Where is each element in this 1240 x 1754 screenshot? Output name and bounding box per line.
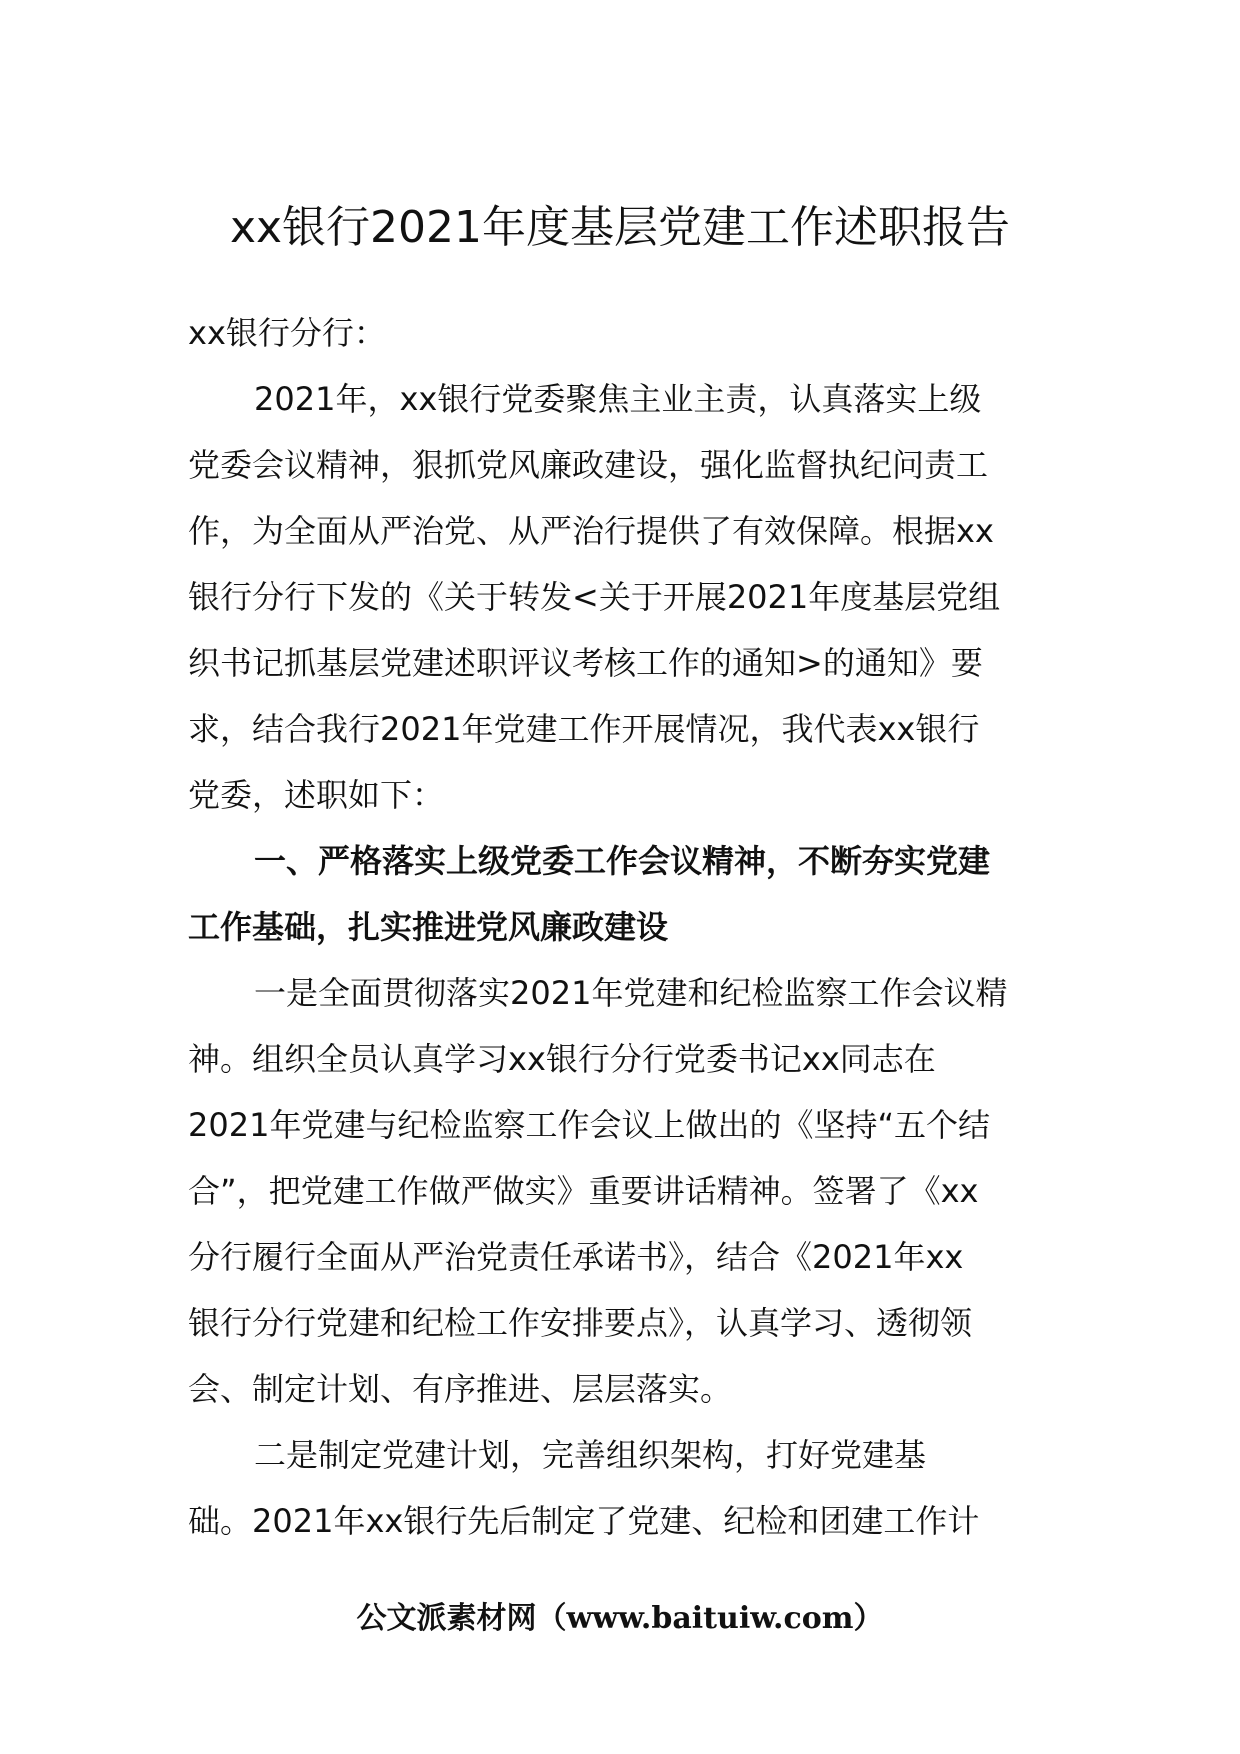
paragraph-line: 求，结合我行2021年党建工作开展情况，我代表xx银行: [188, 710, 980, 748]
paragraph-line: 一是全面贯彻落实2021年党建和纪检监察工作会议精: [254, 974, 1008, 1012]
document-body: [188, 300, 1058, 1554]
paragraph-line: 二是制定党建计划，完善组织架构，打好党建基: [254, 1436, 927, 1474]
paragraph-line: 银行分行党建和纪检工作安排要点》，认真学习、透彻领: [188, 1304, 973, 1342]
paragraph-line: 2021年，xx银行党委聚焦主业主责，认真落实上级: [254, 380, 982, 418]
paragraph-line: 织书记抓基层党建述职评议考核工作的通知>的通知》要: [188, 644, 983, 682]
paragraph-line: 会、制定计划、有序推进、层层落实。: [188, 1370, 733, 1408]
paragraph-line: 党委，述职如下：: [188, 776, 445, 814]
salutation: xx银行分行：: [188, 314, 386, 352]
footer-watermark-text: 公文派素材网（www.baituiw.com）: [356, 1601, 884, 1636]
paragraph-line: 作，为全面从严治党、从严治行提供了有效保障。根据xx: [188, 512, 994, 550]
paragraph-line: 2021年党建与纪检监察工作会议上做出的《坚持“五个结: [188, 1106, 991, 1144]
paragraph-line: 合”，把党建工作做严做实》重要讲话精神。签署了《xx: [188, 1172, 979, 1210]
paragraph-line: 神。组织全员认真学习xx银行分行党委书记xx同志在: [188, 1040, 936, 1078]
document-title: xx银行2021年度基层党建工作述职报告: [229, 202, 1011, 253]
paragraph-line: 础。2021年xx银行先后制定了党建、纪检和团建工作计: [188, 1502, 980, 1540]
section-heading-line: 工作基础，扎实推进党风廉政建设: [188, 908, 669, 946]
paragraph-line: 党委会议精神，狠抓党风廉政建设，强化监督执纪问责工: [188, 446, 989, 484]
section-heading-line: 一、严格落实上级党委工作会议精神，不断夯实党建: [254, 842, 991, 880]
paragraph-line: 银行分行下发的《关于转发<关于开展2021年度基层党组: [188, 578, 1001, 616]
paragraph-line: 分行履行全面从严治党责任承诺书》，结合《2021年xx: [188, 1238, 964, 1276]
